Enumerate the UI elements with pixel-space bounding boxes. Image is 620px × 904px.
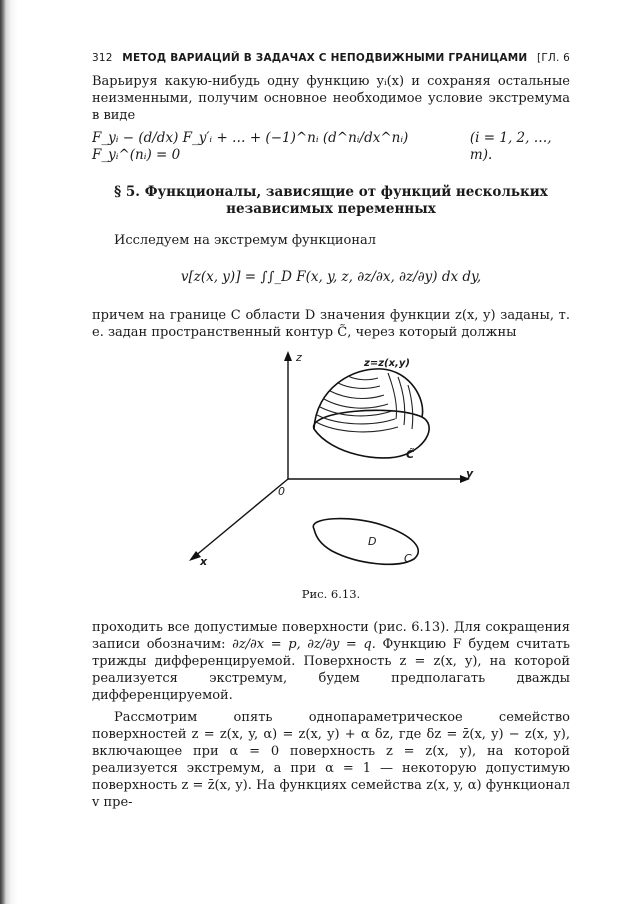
figure-drawing xyxy=(92,349,570,584)
y-axis-label: y xyxy=(466,467,474,480)
domain-region xyxy=(313,519,418,565)
running-header xyxy=(92,50,570,67)
boundary-label: C xyxy=(404,552,412,565)
investigate-text: Исследуем на экстремум функционал xyxy=(114,233,377,248)
x-axis-label: x xyxy=(200,555,208,568)
euler-equation-row xyxy=(92,128,570,166)
functional-formula: v[z(x, y)] = ∫∫_D F(x, y, z, ∂z/∂x, ∂z/∂y) dx dy, xyxy=(180,269,482,285)
chapter-ref: [ГЛ. 6 xyxy=(537,52,570,64)
notation-formula: ∂z/∂x = p, ∂z/∂y = q. xyxy=(232,637,376,652)
surface-label: z=z(x,y) xyxy=(364,358,410,369)
z-axis-label: z xyxy=(296,351,302,364)
figure-6-13 xyxy=(92,349,570,584)
after-figure-paragraph xyxy=(92,619,570,704)
z-axis-arrow xyxy=(284,351,292,361)
origin-label: 0 xyxy=(278,485,285,498)
x-axis-line xyxy=(194,479,288,557)
domain-label: D xyxy=(368,535,377,548)
running-title: МЕТОД ВАРИАЦИЙ В ЗАДАЧАХ С НЕПОДВИЖНЫМИ ГРАНИЦАМИ xyxy=(122,52,528,64)
intro-paragraph: Варьируя какую-нибудь одну функцию yᵢ(x) и сохраняя остальные неизменными, получим основное необходимое условие экстремума в виде xyxy=(92,74,570,123)
page-content xyxy=(92,50,570,811)
boundary-paragraph: причем на границе C области D значения функции z(x, y) заданы, т. е. задан пространственный контур C̃, через который должны xyxy=(92,308,570,340)
euler-condition: (i = 1, 2, …, m). xyxy=(469,130,552,163)
page-number: 312 xyxy=(92,52,113,64)
book-binding-shadow xyxy=(0,0,18,904)
contour-label: C̃ xyxy=(406,448,415,461)
after-figure-text-2: Функцию F будем считать трижды дифференцируемой. Поверхность z = z(x, y), на которой реализуется экстремум, будем предполагать дважды дифференцируемой. xyxy=(92,637,570,703)
surface-hatching xyxy=(316,373,413,432)
section-title: § 5. Функционалы, зависящие от функций нескольких независимых переменных xyxy=(114,184,548,217)
after-figure-text-1: проходить все допустимые поверхности (рис. 6.13). Для сокращения записи обозначим: xyxy=(92,620,570,652)
euler-equation: F_yᵢ − (d/dx) F_y′ᵢ + … + (−1)^nᵢ (d^nᵢ/dx^nᵢ) F_yᵢ^(nᵢ) = 0 xyxy=(92,130,409,163)
figure-caption: Рис. 6.13. xyxy=(301,587,361,601)
last-paragraph: Рассмотрим опять однопараметрическое семейство поверхностей z = z(x, y, α) = z(x, y) + α δz, где δz = z̄(x, y) − z(x, y), включающее при α = 0 поверхность z = z(x, y), на которой реализуется экстремум, а при α = 1 — некоторую допустимую поверхность z = z̄(x, y). На функциях семейства z(x, y, α) функционал v пре- xyxy=(92,710,570,810)
